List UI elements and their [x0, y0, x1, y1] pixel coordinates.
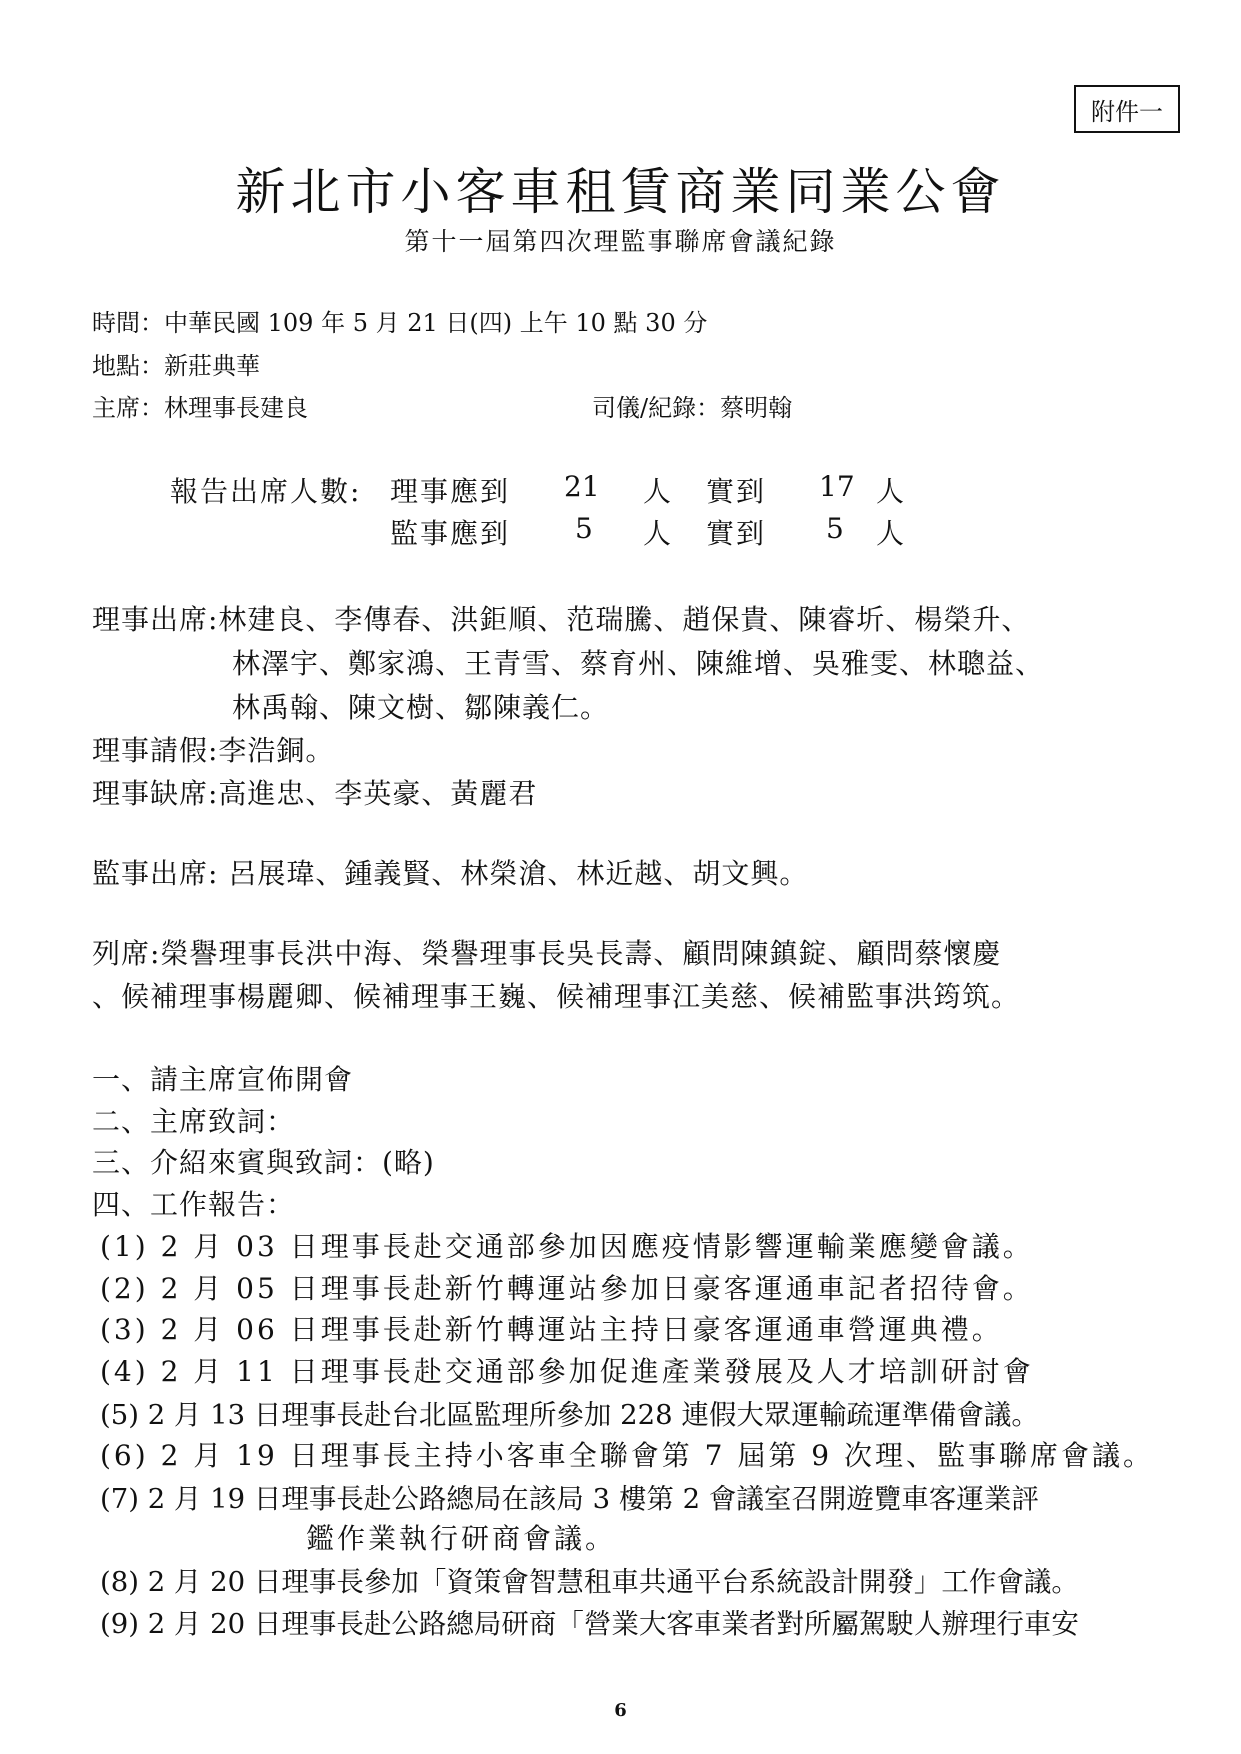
- agenda-item: 一、請主席宣佈開會: [92, 1063, 354, 1096]
- report-item: (2) 2 月 05 日理事長赴新竹轉運站參加日豪客運通車記者招待會。: [100, 1272, 1034, 1305]
- directors-expected-label: 理事應到: [390, 475, 511, 508]
- directors-actual-label: 實到: [706, 475, 767, 508]
- supervisors-actual-label: 實到: [706, 517, 767, 550]
- meeting-location: 地點：新莊典華: [92, 352, 260, 380]
- report-item: (9) 2 月 20 日理事長赴公路總局研商「營業大客車業者對所屬駕駛人辦理行車安: [100, 1608, 1079, 1640]
- directors-expected-count: 21: [564, 470, 600, 503]
- report-item: (8) 2 月 20 日理事長參加「資策會智慧租車共通平台系統設計開發」工作會議。: [100, 1566, 1079, 1598]
- supervisors-expected-count: 5: [575, 512, 593, 545]
- directors-leave: 理事請假:李浩銅。: [92, 734, 335, 767]
- directors-present-line: 林澤宇、鄭家鴻、王青雪、蔡育州、陳維增、吳雅雯、林聰益、: [232, 647, 1045, 680]
- report-item: (4) 2 月 11 日理事長赴交通部參加促進產業發展及人才培訓研討會: [100, 1355, 1034, 1388]
- document-subtitle: 第十一屆第四次理監事聯席會議紀錄: [404, 227, 837, 256]
- report-item-continuation: 鑑作業執行研商會議。: [306, 1522, 617, 1555]
- meeting-recorder: 司儀/紀錄：蔡明翰: [592, 394, 793, 422]
- directors-actual-unit: 人: [876, 475, 907, 508]
- directors-present-line: 林禹翰、陳文樹、鄒陳義仁。: [232, 691, 610, 724]
- report-item: (5) 2 月 13 日理事長赴台北區監理所參加 228 連假大眾運輸疏運準備會議。: [100, 1399, 1039, 1431]
- supervisors-expected-label: 監事應到: [390, 517, 511, 550]
- report-item: (7) 2 月 19 日理事長赴公路總局在該局 3 樓第 2 會議室召開遊覽車客運業評: [100, 1483, 1039, 1515]
- directors-absent: 理事缺席:高進忠、李英豪、黃麗君: [92, 777, 538, 810]
- meeting-time: 時間：中華民國 109 年 5 月 21 日(四) 上午 10 點 30 分: [92, 309, 708, 337]
- meeting-chair: 主席：林理事長建良: [92, 394, 308, 422]
- supervisors-actual-count: 5: [826, 512, 844, 545]
- report-item: (3) 2 月 06 日理事長赴新竹轉運站主持日豪客運通車營運典禮。: [100, 1313, 1003, 1346]
- report-item: (1) 2 月 03 日理事長赴交通部參加因應疫情影響運輸業應變會議。: [100, 1230, 1034, 1263]
- page-number: 6: [614, 1700, 627, 1721]
- agenda-item: 三、介紹來賓與致詞：(略): [92, 1146, 435, 1179]
- supervisors-expected-unit: 人: [643, 517, 674, 550]
- directors-actual-count: 17: [819, 470, 855, 503]
- directors-present-line: 理事出席:林建良、李傳春、洪鉅順、范瑞騰、趙保貴、陳睿圻、楊榮升、: [92, 603, 1031, 636]
- supervisors-actual-unit: 人: [876, 517, 907, 550]
- report-item: (6) 2 月 19 日理事長主持小客車全聯會第 7 屆第 9 次理、監事聯席會議。: [100, 1439, 1154, 1472]
- observers-line: 列席:榮譽理事長洪中海、榮譽理事長吳長壽、顧問陳鎮錠、顧問蔡懷慶: [92, 937, 1002, 970]
- agenda-item: 二、主席致詞：: [92, 1105, 296, 1138]
- agenda-item: 四、工作報告：: [92, 1188, 296, 1221]
- supervisors-present: 監事出席: 呂展瑋、鍾義賢、林榮滄、林近越、胡文興。: [92, 857, 809, 890]
- document-title: 新北市小客車租賃商業同業公會: [235, 163, 1006, 221]
- attendance-label: 報告出席人數:: [170, 475, 362, 508]
- attachment-label: 附件一: [1074, 85, 1180, 133]
- directors-expected-unit: 人: [643, 475, 674, 508]
- observers-line: 、候補理事楊麗卿、候補理事王巍、候補理事江美慈、候補監事洪筠筑。: [92, 980, 1021, 1013]
